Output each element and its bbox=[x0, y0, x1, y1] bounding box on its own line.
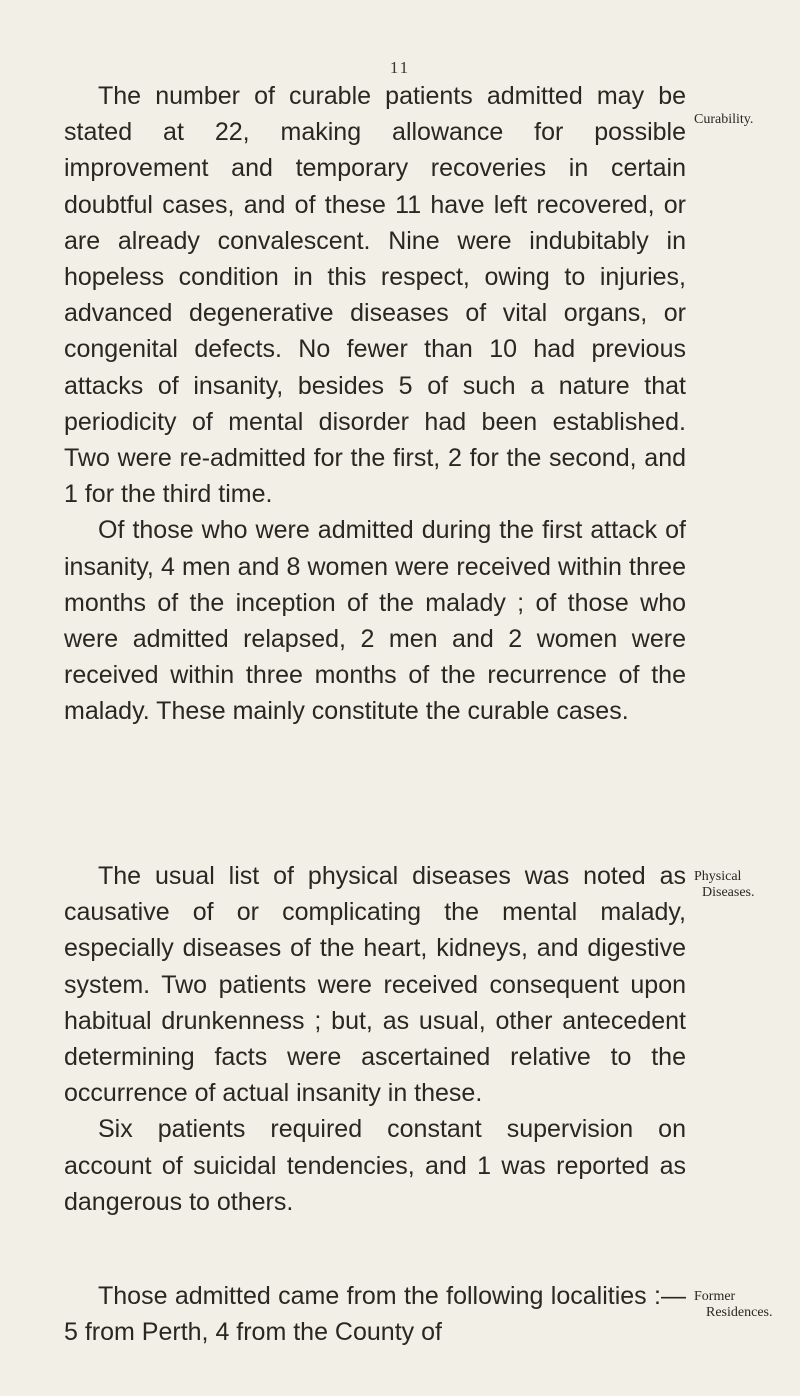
paragraph: The usual list of physical diseases was noted as causative of or complicating the mental malady, especially diseases of the heart, kidneys, and digestive system. Two patients were received consequent upon habitual drunkenness ; but, as usual, other antecedent determining facts were ascertained relative to the occurrence of actual insanity in these. bbox=[64, 862, 686, 1108]
paragraph: The number of curable patients admitted may be stated at 22, making allowance for possible improvement and temporary recoveries in certain doubtful cases, and of these 11 have left recovered, or are already convalescent. Nine were indubitably in hopeless condition in this respect, owing to injuries, advanced degenerative diseases of vital organs, or congenital defects. No fewer than 10 had previous attacks of insanity, besides 5 of such a nature that periodicity of mental disorder had been established. Two were re-admitted for the first, 2 for the second, and 1 for the third time. bbox=[64, 82, 686, 509]
margin-note-line: Curability. bbox=[694, 112, 754, 127]
section-curability bbox=[64, 78, 686, 730]
paragraph: Those admitted came from the following localities :—5 from Perth, 4 from the County of bbox=[64, 1282, 686, 1347]
margin-note-line: Residences. bbox=[706, 1305, 773, 1320]
page-number: 11 bbox=[389, 58, 411, 77]
paragraph: Six patients required constant supervision on account of suicidal tendencies, and 1 was reported as dangerous to others. bbox=[64, 1115, 686, 1216]
margin-note-line: Former bbox=[694, 1289, 736, 1304]
paragraph: Of those who were admitted during the first attack of insanity, 4 men and 8 women were received within three months of the inception of the malady ; of those who were admitted relapsed, 2 men and 2 women were received within three months of the recurrence of the malady. These mainly constitute the curable cases. bbox=[64, 516, 686, 726]
margin-note-curability bbox=[694, 112, 800, 128]
margin-note-line: Diseases. bbox=[702, 885, 755, 900]
section-physical-diseases bbox=[64, 858, 686, 1220]
section-former-residences bbox=[64, 1278, 686, 1350]
margin-note-former-residences bbox=[694, 1289, 800, 1321]
margin-note-physical-diseases bbox=[694, 869, 800, 901]
margin-note-line: Physical bbox=[694, 869, 742, 884]
